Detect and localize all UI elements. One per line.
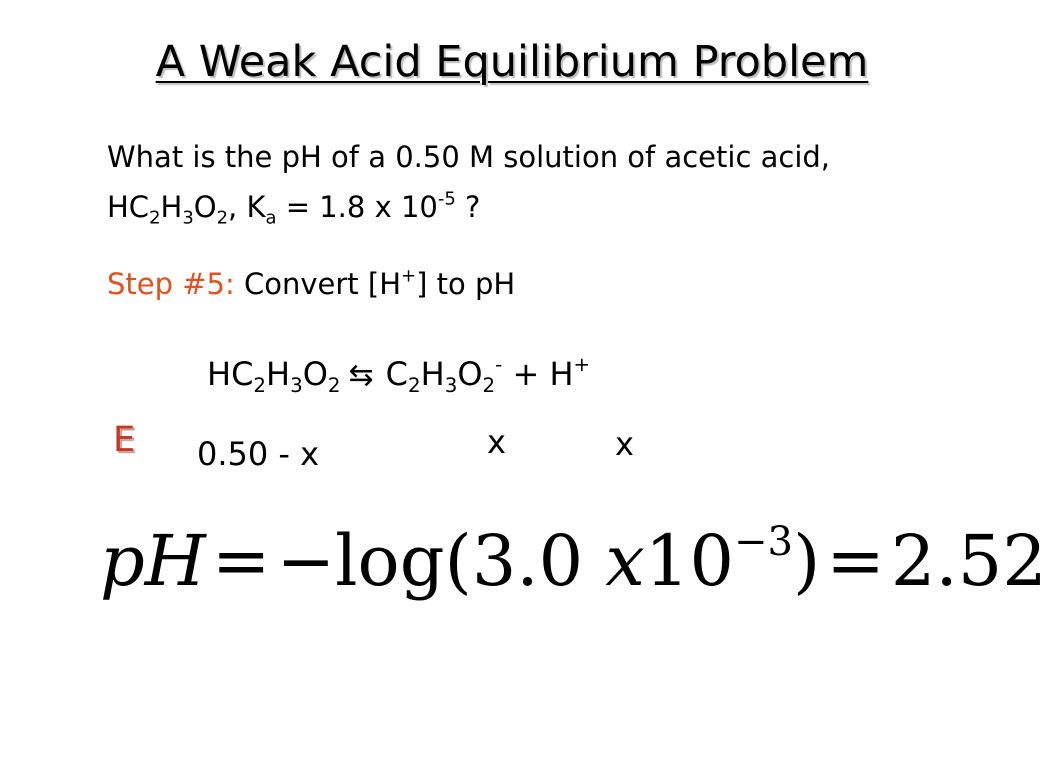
step-label: Step #5:	[107, 267, 235, 301]
equilibrium-acid-concentration: 0.50 - x	[197, 435, 320, 473]
ph-result: 2.52	[890, 520, 1047, 602]
ph-formula: pH=−log(3.0 $x10^{-3})=2.52$	[100, 519, 1047, 602]
slide-title: A Weak Acid Equilibrium Problem	[155, 37, 869, 87]
equilibrium-h-concentration: x	[615, 425, 634, 463]
question-line-1: What is the pH of a 0.50 M solution of acetic acid,	[107, 140, 831, 174]
reaction-equation: $HC_2H_3O_2$ ⇆ $C_2H_3O_2^- + H^+$	[207, 353, 591, 397]
question-line-2: $HC_2H_3O_2$, $K_a = 1.8$ x $10^{-5}$ ?	[107, 188, 481, 229]
equilibrium-base-concentration: x	[487, 423, 506, 461]
ice-row-label-e: E	[113, 420, 136, 460]
equilibrium-arrow-icon: ⇆	[348, 358, 374, 393]
step-line: Step #5: Convert [H+] to pH	[107, 265, 516, 301]
